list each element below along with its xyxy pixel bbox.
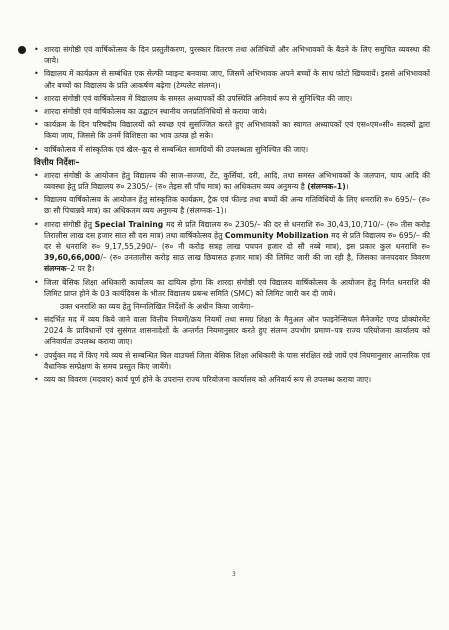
bullet-icon: • bbox=[34, 144, 39, 154]
finance-text-part: –2 पर है। bbox=[66, 264, 95, 274]
budget-head: Special Training bbox=[94, 219, 164, 229]
bullet-text: शारदा संगोष्ठी एवं वार्षिकोत्सव के दिन प्रस्तुतीकरण, पुरस्कार वितरण तथा अतिथियों और अभिभावकों के बैठने के लिए समुचित व्यवस्था की जाये। bbox=[44, 45, 430, 66]
finance-item bbox=[34, 374, 430, 385]
finance-item bbox=[34, 219, 430, 275]
finance-text: विद्यालय वार्षिकोत्सव के आयोजन हेतु सांस्कृतिक कार्यक्रम, ट्रैक एवं फील्ड तथा बच्चों की अन्य गतिविधियों के लिए धनराशि रु० 695/– (रु० छः सौ पिचान्नवे मात्र) का अधिकतम व्यय अनुमन्य है (संलग्नक–1)। bbox=[44, 195, 430, 216]
bullet-icon: • bbox=[34, 69, 39, 79]
bullet-icon: • bbox=[34, 107, 39, 117]
finance-item bbox=[34, 277, 430, 299]
bullet-icon: • bbox=[34, 219, 39, 229]
bullet-item bbox=[34, 44, 430, 66]
bullet-icon: • bbox=[34, 315, 39, 325]
bullet-icon: • bbox=[34, 195, 39, 205]
finance-item bbox=[34, 170, 430, 192]
bullet-item bbox=[34, 106, 430, 117]
finance-item bbox=[34, 194, 430, 216]
page-number: 3 bbox=[232, 571, 236, 578]
finance-text-part: शारदा संगोष्ठी हेतु bbox=[44, 219, 95, 229]
bullet-icon: • bbox=[34, 170, 39, 180]
total-amount: 39,60,66,000 bbox=[44, 253, 101, 263]
finance-text bbox=[44, 170, 430, 192]
bullet-item bbox=[34, 144, 430, 155]
finance-text: व्यय का विवरण (मदवार) कार्य पूर्ण होने के उपरान्त राज्य परियोजना कार्यालय को अनिवार्य रूप से उपलब्ध कराया जाए। bbox=[44, 375, 372, 385]
annexure-ref: (संलग्नक–1) bbox=[307, 182, 346, 192]
finance-text: उपर्युक्त मद में किए गये व्यय से सम्बन्धित बिल वाउचर्स जिला बेसिक शिक्षा अधिकारी के पास संरक्षित रखे जायें एवं नियमानुसार आन्तरिक एवं वैधानिक सम्प्रेक्षण के समय प्रस्तुत किए जायेंगे। bbox=[44, 350, 430, 371]
finance-item bbox=[34, 350, 430, 372]
finance-text-part: मद से प्रति विद्यालय रु० 695/– की दर से धनराशि रु० 9,17,55,290/– (रु० नौ करोड़ सत्रह लाख पचपन हजार दो सौ नब्बे मात्र), इस प्रकार कुल धनराशि रु० bbox=[44, 230, 430, 252]
finance-text: संदर्भित मद में व्यय किये जाने वाला वित्तीय नियमों/क्रय नियमों तथा समग्र शिक्षा के मैनुअल ऑन फाइनेन्सियल मैनेजमेंट एण्ड प्रोक्योरमेंट 2024 के प्राविधानों एवं सुसंगत शासनादेशों के अन्तर्गत नियमानुसार करते हुए संलग्न उपभोग प्रमाण–पत्र राज्य परियोजना कार्यालय को अनिवार्यतः उपलब्ध कराया जाए। bbox=[44, 315, 430, 347]
bullet-icon: • bbox=[34, 93, 39, 103]
expenditure-note: उक्त धनराशि का व्यय हेतु निम्नलिखित निर्देशों के अधीन किया जायेगा– bbox=[60, 302, 254, 312]
finance-text-part: /– (रु० उनतालीस करोड़ साठ लाख छियासठ हजार मात्र) की लिमिट जारी की जा रही है, जिसका जनपदवार विवरण bbox=[100, 253, 430, 263]
document-body bbox=[34, 44, 430, 387]
finance-text bbox=[44, 219, 430, 275]
bullet-text: विद्यालय में कार्यक्रम से सम्बंधित एक सेल्फी प्वाइन्ट बनवाया जाए, जिसमें अभिभावक अपने बच्चों के साथ फोटो खिचवायें। इससे अभिभावकों और बच्चों का विद्यालय के प्रति आकर्षण बढ़ेगा (टेम्पलेट संलग्न)। bbox=[44, 69, 430, 90]
punch-hole bbox=[18, 46, 26, 54]
finance-item bbox=[34, 314, 430, 348]
finance-text-part: । bbox=[345, 182, 349, 192]
budget-head: Community Mobilization bbox=[224, 230, 329, 240]
bullet-icon: • bbox=[34, 277, 39, 287]
finance-text: जिला बेसिक शिक्षा अधिकारी कार्यालय का दायित्व होगा कि शारदा संगोष्ठी एवं विद्यालय वार्षिकोत्सव के आयोजन हेतु निर्गत धनराशि की लिमिट प्राप्त होने के 03 कार्यदिवस के भीतर विद्यालय प्रबन्ध समिति (SMC) को लिमिट जारी कर दी जाये। bbox=[44, 277, 430, 298]
finance-text-part: मद से प्रति विद्यालय रु० 2305/– की दर से धनराशि रु० 30,43,10,710/– (रु० तीस करोड़ तिरालीस लाख दस हजार सात सौ दस मात्र) तथा वार्षिकोत्सव हेतु bbox=[44, 219, 430, 240]
bullet-text: कार्यक्रम के दिन परिषदीय विद्यालयों को स्वच्छ एवं सुसज्जित करते हुए अभिभावकों का स्वागत अध्यापकों एवं एस०एम०सी० सदस्यों द्वारा किया जाय, जिससे कि उनमें विशिष्टता का भाव उत्पन्न हो सके। bbox=[44, 120, 430, 141]
finance-heading: वित्तीय निर्देशः– bbox=[34, 156, 80, 167]
bullet-item bbox=[34, 93, 430, 104]
bullet-icon: • bbox=[34, 350, 39, 360]
bullet-item bbox=[34, 119, 430, 141]
bullet-icon: • bbox=[34, 45, 39, 54]
annexure-ref: संलग्नक bbox=[44, 264, 67, 274]
bullet-text: शारदा संगोष्ठी एवं वार्षिकोत्सव का उद्घाटन स्थानीय जनप्रतिनिधियों से कराया जाये। bbox=[44, 107, 267, 117]
finance-text-part: शारदा संगोष्ठी के आयोजन हेतु विद्यालय की साज–सज्जा, टेंट, कुर्सियां, दरी, आदि, तथा समस्त अभिभावकों के जलपान, चाय आदि की व्यवस्था हेतु प्रति विद्यालय रु० 2305/– (रु० तेइस सौ पाँच मात्र) का अधिकतम व्यय अनुमन्य है bbox=[44, 170, 430, 192]
bullet-text: शारदा संगोष्ठी एवं वार्षिकोत्सव में विद्यालय के समस्त अध्यापकों की उपस्थिति अनिवार्य रूप से सुनिश्चित की जाए। bbox=[44, 93, 353, 103]
bullet-icon: • bbox=[34, 375, 39, 385]
bullet-icon: • bbox=[34, 120, 39, 130]
bullet-text: वार्षिकोत्सव में सांस्कृतिक एवं खेल–कूद से सम्बन्धित सामग्रियों की उपलब्धता सुनिश्चित की जाए। bbox=[44, 144, 309, 154]
bullet-item bbox=[34, 68, 430, 90]
